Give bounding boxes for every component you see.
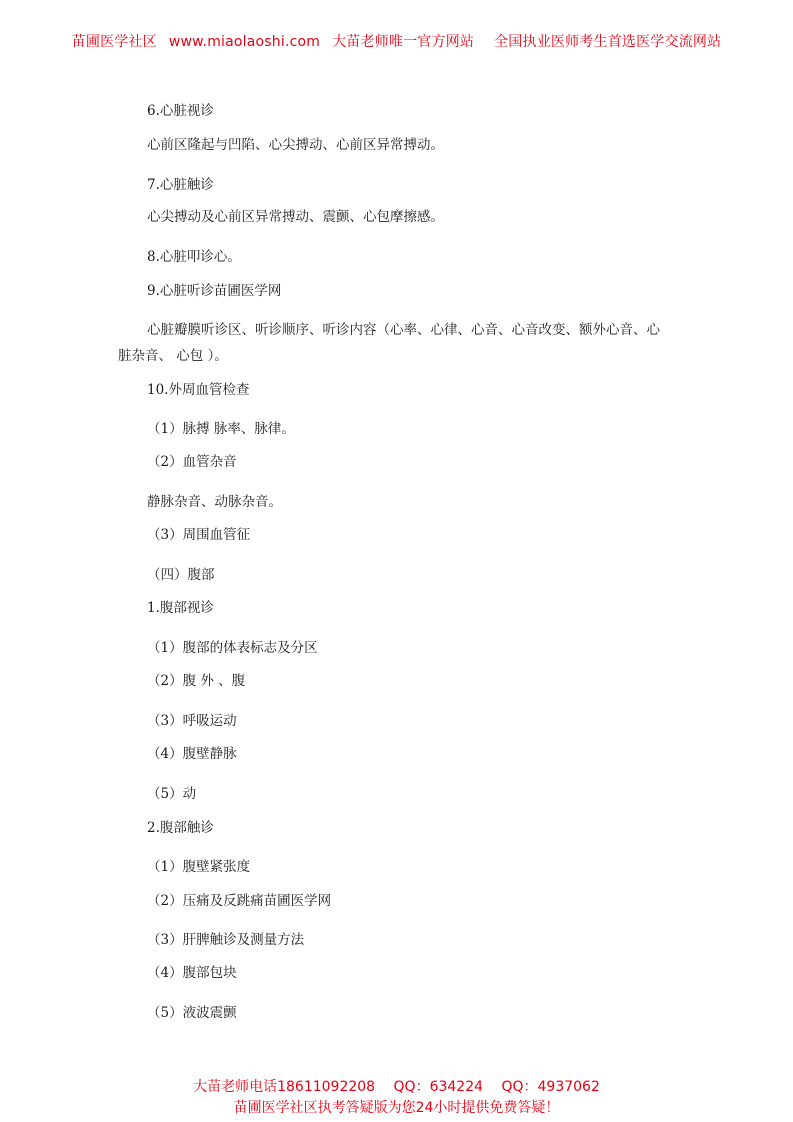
list-item: （2）血管杂音 — [147, 454, 237, 470]
list-item: （3）呼吸运动 — [147, 713, 237, 729]
list-item: （1）腹壁紧张度 — [147, 859, 251, 875]
footer-qa-line: 苗圃医学社区执考答疑版为您24小时提供免费答疑！ — [233, 1100, 560, 1116]
list-item: （4）腹部包块 — [147, 965, 237, 981]
paragraph-text-continued: 脏杂音、 心包 ）。 — [118, 348, 228, 364]
paragraph-text: 心尖搏动及心前区异常搏动、震颤、心包摩擦感。 — [147, 209, 444, 225]
list-item: （2）压痛及反跳痛苗圃医学网 — [147, 893, 332, 909]
header-url-link[interactable]: www.miaolaoshi.com — [168, 34, 321, 50]
header-slogan-official: 大苗老师唯一官方网站 — [332, 34, 475, 50]
list-item: （5）动 — [147, 786, 197, 802]
paragraph-text: 心脏瓣膜听诊区、听诊顺序、听诊内容（心率、心律、心音、心音改变、额外心音、心 — [147, 322, 660, 338]
chapter-heading-abdomen: （四）腹部 — [147, 567, 215, 583]
section-heading-peripheral-vessels: 10.外周血管检查 — [147, 382, 250, 398]
section-heading-heart-percussion: 8.心脏叩诊心。 — [147, 249, 241, 265]
section-heading-heart-inspection: 6.心脏视诊 — [147, 103, 214, 119]
header-site-name: 苗圃医学社区 — [71, 34, 157, 50]
section-heading-abdomen-palpation: 2.腹部触诊 — [147, 820, 214, 836]
footer-contact-line: 大苗老师电话18611092208 QQ：634224 QQ：4937062 — [193, 1079, 600, 1095]
header-slogan-community: 全国执业医师考生首选医学交流网站 — [494, 34, 722, 50]
section-heading-heart-palpation: 7.心脏触诊 — [147, 177, 214, 193]
page-header — [0, 31, 793, 51]
list-item: （1）腹部的体表标志及分区 — [147, 640, 318, 656]
list-item: （3）周围血管征 — [147, 527, 251, 543]
list-item: （4）腹壁静脉 — [147, 746, 237, 762]
paragraph-text: 静脉杂音、动脉杂音。 — [147, 494, 282, 510]
section-heading-abdomen-inspection: 1.腹部视诊 — [147, 600, 214, 616]
list-item: （1）脉搏 脉率、脉律。 — [147, 421, 295, 437]
list-item: （3）肝脾触诊及测量方法 — [147, 932, 305, 948]
paragraph-text: 心前区隆起与凹陷、心尖搏动、心前区异常搏动。 — [147, 137, 444, 153]
list-item: （2）腹 外 、腹 — [147, 673, 246, 689]
section-heading-heart-auscultation: 9.心脏听诊苗圃医学网 — [147, 283, 282, 299]
list-item: （5）液波震颤 — [147, 1005, 237, 1021]
